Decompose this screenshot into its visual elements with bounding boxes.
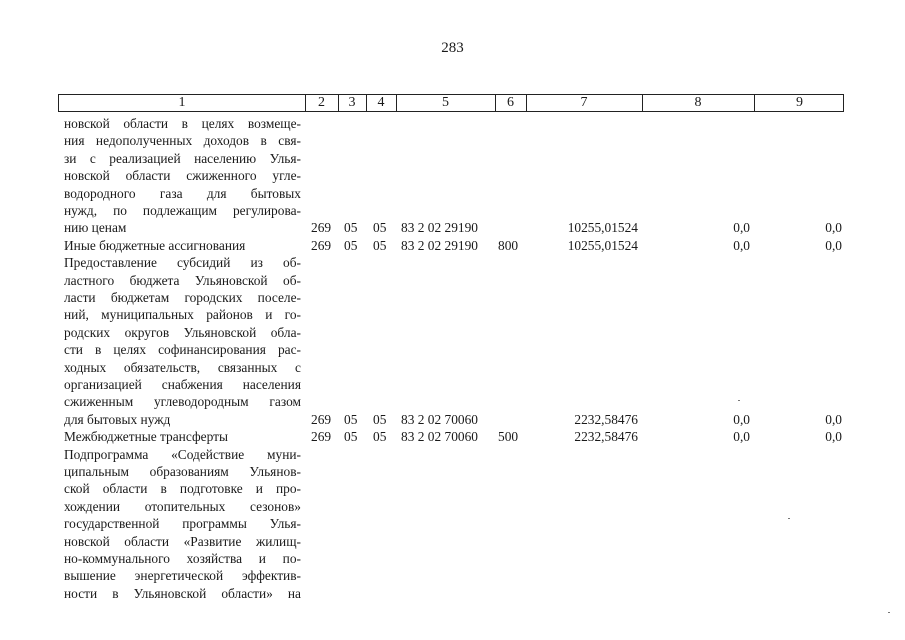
cell-amount-col9: 0,0: [825, 429, 842, 445]
cell-subsection: 05: [373, 411, 387, 427]
description-line: новской области в целях возмеще-: [64, 116, 301, 131]
description-line: хождении отопительных сезонов»: [64, 498, 301, 514]
description-line: новской области сжиженного угле-: [64, 168, 301, 184]
cell-subsection: 05: [373, 237, 387, 253]
cell-amount: 10255,01524: [567, 220, 638, 236]
scan-speck: [888, 612, 890, 613]
header-col-2: 2: [318, 95, 325, 110]
header-col-4: 4: [377, 95, 385, 110]
description-line: ципальным образованиям Ульянов-: [64, 464, 301, 479]
description-line: для бытовых нужд: [64, 411, 171, 427]
description-line: Предоставление субсидий из об-: [64, 255, 301, 271]
header-col-5: 5: [442, 95, 449, 110]
description-line: зи с реализацией населению Улья-: [64, 150, 301, 166]
cell-ministry-code: 269: [311, 220, 332, 236]
description-line: ластного бюджета Ульяновской об-: [64, 272, 301, 288]
description-line: организацией снабжения населения: [64, 377, 301, 392]
cell-target-item: 83 2 02 29190: [401, 237, 478, 253]
cell-target-item: 83 2 02 29190: [401, 220, 478, 236]
header-col-8: 8: [694, 95, 702, 110]
header-col-3: 3: [348, 95, 356, 110]
description-line: нию ценам: [64, 220, 127, 236]
cell-expense-type: 500: [498, 429, 519, 445]
description-line: родских округов Ульяновской обла-: [64, 324, 301, 340]
description-line: но-коммунального хозяйства и по-: [64, 551, 301, 566]
cell-subsection: 05: [373, 220, 387, 236]
cell-amount-col9: 0,0: [825, 237, 842, 253]
cell-amount-col8: 0,0: [733, 237, 750, 253]
cell-section: 05: [344, 411, 358, 427]
header-col-1: 1: [178, 95, 186, 110]
description-line: Иные бюджетные ассигнования: [64, 237, 246, 253]
cell-section: 05: [344, 237, 358, 253]
header-col-7: 7: [580, 95, 588, 110]
cell-expense-type: 800: [498, 237, 519, 253]
description-line: сти в целях софинансирования рас-: [64, 342, 301, 358]
description-line: новской области «Развитие жилищ-: [64, 533, 301, 549]
description-line: водородного газа для бытовых: [64, 185, 301, 201]
cell-amount-col9: 0,0: [825, 411, 842, 427]
cell-target-item: 83 2 02 70060: [401, 411, 478, 427]
cell-amount-col8: 0,0: [733, 429, 750, 445]
cell-ministry-code: 269: [311, 429, 332, 445]
description-line: нужд, по подлежащим регулирова-: [64, 203, 301, 218]
description-line: ности в Ульяновской области» на: [64, 585, 301, 601]
cell-amount: 10255,01524: [567, 237, 638, 253]
cell-amount-col9: 0,0: [825, 220, 842, 236]
description-line: ласти бюджетам городских поселе-: [64, 290, 301, 305]
table-header: [58, 94, 844, 112]
scan-speck: [788, 518, 790, 519]
cell-amount: 2232,58476: [574, 411, 638, 427]
scan-speck: [738, 400, 740, 401]
description-line: вышение энергетической эффектив-: [64, 568, 301, 584]
header-col-6: 6: [507, 95, 514, 110]
cell-section: 05: [344, 429, 358, 445]
cell-ministry-code: 269: [311, 237, 332, 253]
description-line: ний, муниципальных районов и го-: [64, 307, 301, 323]
cell-amount-col8: 0,0: [733, 220, 750, 236]
cell-amount-col8: 0,0: [733, 411, 750, 427]
cell-subsection: 05: [373, 429, 387, 445]
description-line: сжиженным углеводородным газом: [64, 394, 301, 410]
header-col-9: 9: [796, 95, 803, 110]
description-line: Подпрограмма «Содействие муни-: [64, 446, 301, 462]
description-line: ходных обязательств, связанных с: [64, 359, 301, 375]
description-line: Межбюджетные трансферты: [64, 429, 228, 445]
description-line: государственной программы Улья-: [64, 516, 301, 532]
cell-target-item: 83 2 02 70060: [401, 429, 478, 445]
description-line: ния недополученных доходов в свя-: [64, 133, 301, 149]
cell-ministry-code: 269: [311, 411, 332, 427]
cell-amount: 2232,58476: [574, 429, 638, 445]
page-number: 283: [441, 40, 464, 56]
cell-section: 05: [344, 220, 358, 236]
description-line: ской области в подготовке и про-: [64, 481, 301, 497]
